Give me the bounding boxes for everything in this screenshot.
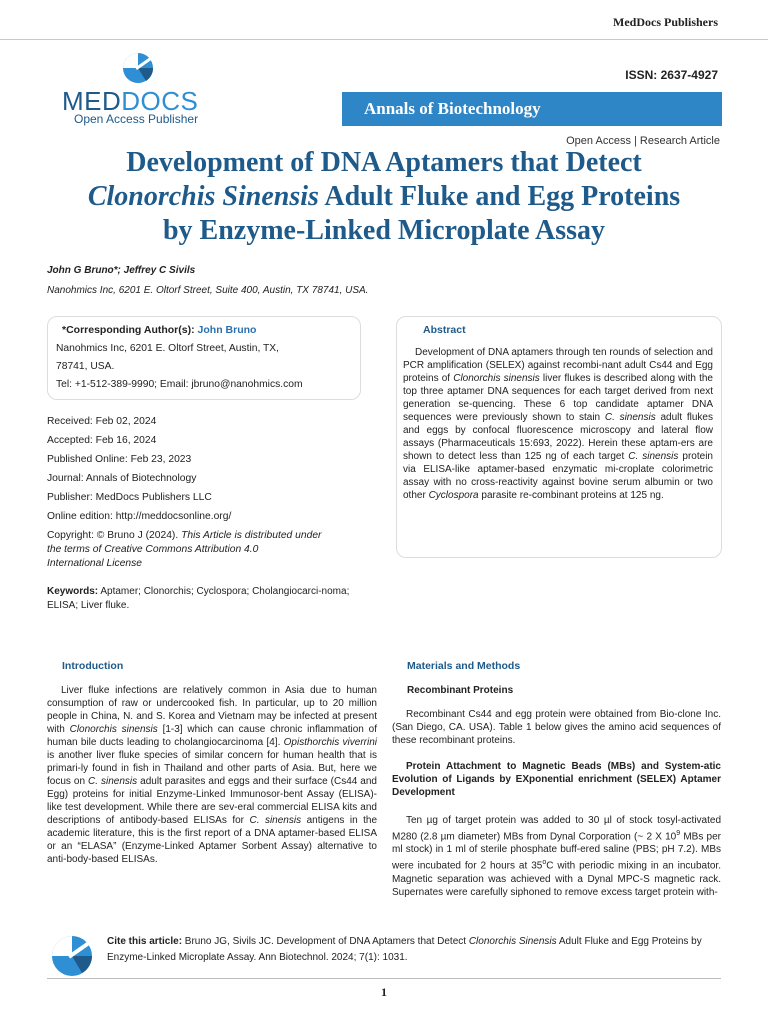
affiliation: Nanohmics Inc, 6201 E. Oltorf Street, Suite 400, Austin, TX 78741, USA. [47, 285, 369, 296]
abstract-italic-2: C. sinensis [604, 412, 656, 423]
intro-italic-c: C. sinensis [88, 776, 138, 787]
methods-p2-sup2: o [542, 859, 547, 867]
citation-box [47, 930, 721, 972]
introduction-heading: Introduction [62, 660, 124, 672]
logo-tagline: Open Access Publisher [74, 112, 199, 126]
methods-paragraph-1 [392, 708, 721, 747]
journal-name: Annals of Biotechnology [364, 99, 541, 118]
logo-mark-icon [118, 50, 158, 84]
citation-italic: Clonorchis Sinensis [468, 936, 557, 947]
keywords-label: Keywords: [47, 586, 99, 597]
corresponding-author-box [47, 316, 361, 400]
methods-subheading-1: Recombinant Proteins [407, 685, 514, 696]
methods-paragraph-2 [392, 814, 721, 899]
intro-text-a: Liver fluke infections are relatively common in Asia due to human consumption of raw or undercooked fish. In particular, up to 20 million people in China, N. and S. Korea and Vietnam may be infected at present with [47, 685, 377, 735]
copyright-plain: Copyright: © Bruno J (2024). [47, 530, 182, 541]
abstract-italic-1: Clonorchis sinensis [453, 373, 540, 384]
logo-med: MED [62, 86, 122, 116]
meddocs-logo [62, 50, 212, 130]
methods-p2-a: Ten µg of target protein was added to 30 µl of stock tosyl-activated M280 (2.8 µm diameter) MBs from Dynal Corporation (~ 2 X 10 [392, 815, 721, 843]
methods-p2-sup: 9 [676, 830, 681, 837]
abstract-text-2: liver flukes is described along with the top three aptamer DNA sequences for each target derived from next generation se-quencing. These 6 top candidate aptamer DNA sequences were previously shown to stain [403, 373, 713, 423]
copyright-italic-3: International License [47, 558, 143, 569]
page-number: 1 [381, 985, 387, 999]
logo-docs: DOCS [121, 86, 199, 116]
keywords [47, 585, 359, 613]
corresponding-label: *Corresponding Author(s): [62, 324, 195, 336]
copyright-italic-2: the terms of Creative Commons Attribution 4.0 [47, 544, 259, 555]
citation-text [107, 934, 721, 966]
citation-text-a: Bruno JG, Sivils JC. Development of DNA Aptamers that Detect [182, 936, 469, 947]
intro-text-e: antigens in the academic literature, this is the first report of a DNA aptamer-based ELISA or an “ELASA” (Enzyme-Linked Aptamer Sorbent Assay) alternative to anti-body-based ELISAs. [47, 815, 378, 865]
title-line-2-rest: Adult Fluke and Egg Proteins [318, 181, 681, 212]
abstract-box [396, 316, 722, 558]
abstract-body [403, 346, 713, 502]
abstract-text-3: adult flukes and eggs by confocal fluorescence microscopy and lateral flow assays (Pharmaceuticals 15:693, 2022). Herein these aptam-ers are shown to detect less than 125 ng of each target [403, 412, 713, 462]
publisher-name: MedDocs Publishers [613, 15, 718, 29]
introduction-body [47, 684, 377, 866]
abstract-text-5: parasite re-combinant proteins at 125 ng. [478, 490, 664, 501]
intro-text-d: adult parasites and eggs and their surface (Cs44 and Egg) proteins for initial Enzyme-Linked Immunosor-bent Assay (ELISA)-like test development. While there are sev-eral commercial ELISA kits and descriptions of antibody-based ELISAs for [47, 776, 377, 826]
copyright-line-1 [47, 530, 321, 541]
article-title [30, 146, 738, 248]
intro-italic-d: C. sinensis [249, 815, 302, 826]
footer-divider [47, 978, 721, 979]
top-divider [0, 39, 768, 40]
issn: ISSN: 2637-4927 [625, 68, 718, 82]
copyright-line-3 [47, 558, 142, 569]
intro-text-c: is another liver fluke species of similar concern for human health that is primari-ly found in fish in Thailand and other parts of Asia. But, here we focus on [47, 750, 377, 787]
keywords-text: Aptamer; Clonorchis; Cyclospora; Cholangiocarci-noma; ELISA; Liver fluke. [47, 586, 350, 611]
abstract-heading: Abstract [423, 324, 466, 336]
methods-heading: Materials and Methods [407, 660, 521, 672]
intro-italic-b: Opisthorchis viverrini [283, 737, 377, 748]
journal-meta: Journal: Annals of Biotechnology [47, 473, 197, 484]
journal-banner [342, 92, 722, 126]
methods-p2-b: MBs per ml stock) in 1 ml of sterile phosphate buff-ered saline (PBS; pH 7.2). MBs were incubated for 2 hours at 35 [392, 831, 721, 872]
authors: John G Bruno*; Jeffrey C Sivils [47, 265, 196, 276]
received-date: Received: Feb 02, 2024 [47, 416, 157, 427]
copyright-italic-1: This Article is distributed under [181, 530, 322, 541]
citation-text-b: Adult Fluke and Egg Proteins by Enzyme-Linked Microplate Assay. Ann Biotechnol. 2024; 7(1): 1031. [107, 936, 702, 963]
corresponding-name: John Bruno [197, 324, 257, 336]
title-line-1: Development of DNA Aptamers that Detect [126, 147, 642, 178]
abstract-text-1: Development of DNA aptamers through ten rounds of selection and PCR amplification (SELEX) against recombi-nant adult Cs44 and Egg proteins of [403, 347, 713, 384]
title-species: Clonorchis Sinensis [87, 181, 319, 212]
article-type: Open Access | Research Article [566, 135, 720, 147]
published-date: Published Online: Feb 23, 2023 [47, 454, 192, 465]
abstract-italic-3: C. sinensis [628, 451, 679, 462]
abstract-italic-4: Cyclospora [428, 490, 479, 501]
online-edition[interactable]: Online edition: http://meddocsonline.org/ [47, 511, 232, 522]
methods-subheading-2: Protein Attachment to Magnetic Beads (MBs) and System-atic Evolution of Ligands by EXponential enrichment (SELEX) Aptamer Development [392, 761, 721, 798]
copyright-line-2 [47, 544, 258, 555]
corresponding-address-2: 78741, USA. [56, 361, 115, 372]
accepted-date: Accepted: Feb 16, 2024 [47, 435, 157, 446]
abstract-text-4: protein via ELISA-like aptamer-based enzymatic mi-croplate colorimetric assay with no cross-reactivity against bovine serum albumin or two other [403, 451, 713, 501]
intro-text-b: [1-3] which can cause chronic inflammation of human bile ducts leading to cholangiocarcinoma [4]. [47, 724, 377, 748]
corresponding-contact: Tel: +1-512-389-9990; Email: jbruno@nanohmics.com [56, 379, 303, 390]
methods-p2-c: C with periodic mixing in an incubator. Magnetic separation was achieved with a Dynal MPC-S magnetic rack. Supernates were carefully siphoned to remove excess target protein with- [392, 860, 721, 898]
citation-logo-icon [47, 930, 97, 978]
methods-p1-text: Recombinant Cs44 and egg protein were obtained from Bio-clone Inc. (San Diego, CA. USA). Table 1 below gives the amino acid sequences of these recombinant proteins. [392, 709, 721, 746]
title-line-2 [30, 180, 738, 214]
corresponding-heading [62, 324, 256, 336]
title-line-3: by Enzyme-Linked Microplate Assay [162, 215, 606, 246]
publisher-meta: Publisher: MedDocs Publishers LLC [47, 492, 212, 503]
citation-label: Cite this article: [107, 936, 183, 947]
corresponding-address-1: Nanohmics Inc, 6201 E. Oltorf Street, Austin, TX, [56, 343, 280, 354]
intro-italic-a: Clonorchis sinensis [69, 724, 158, 735]
